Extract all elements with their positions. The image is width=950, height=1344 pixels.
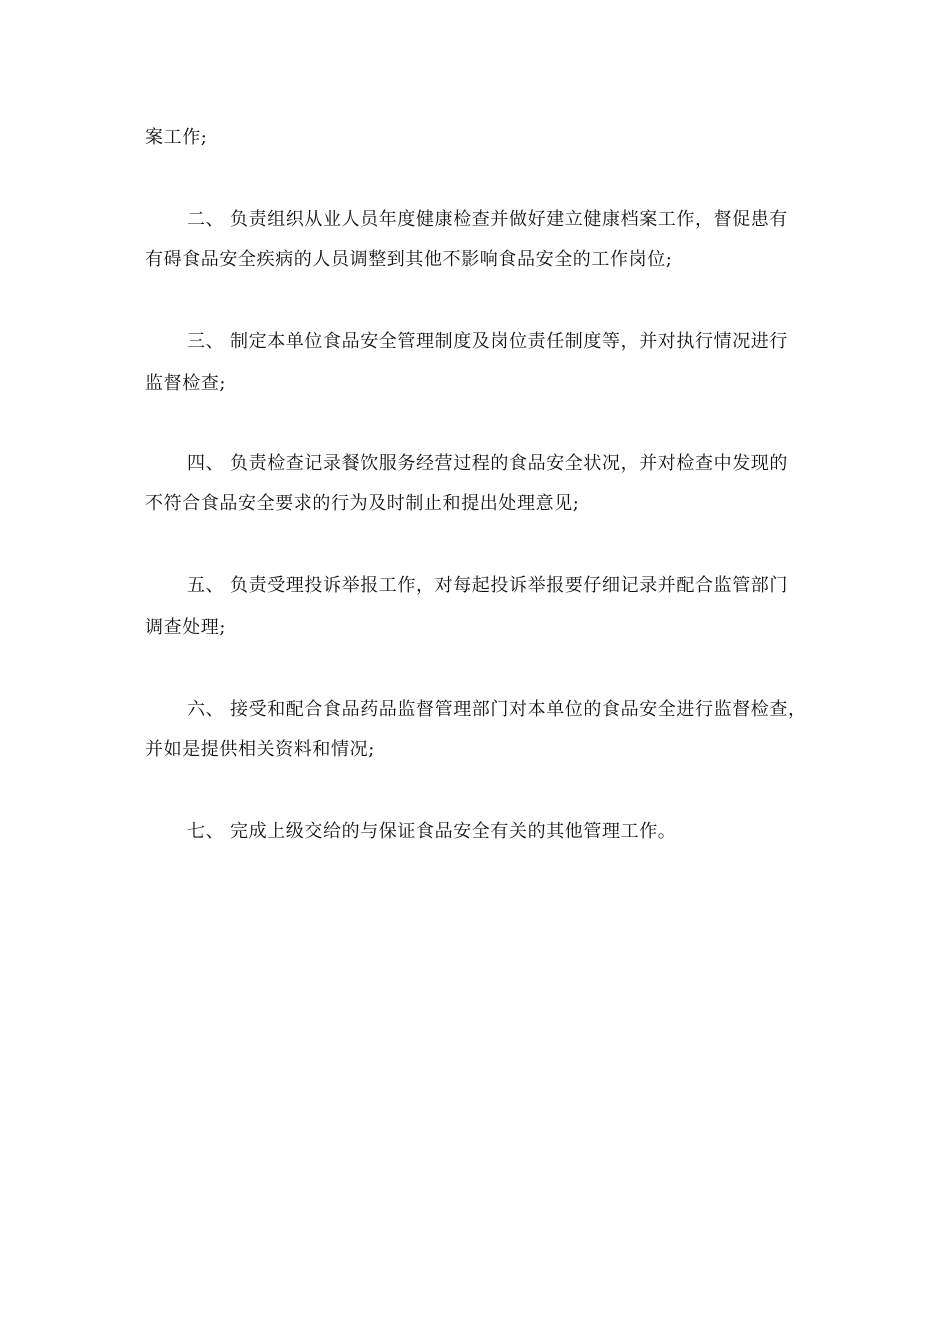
item-text-line2: 并如是提供相关资料和情况; [145, 739, 375, 760]
item-text-line1: 完成上级交给的与保证食品安全有关的其他管理工作。 [230, 821, 677, 842]
list-item [145, 574, 788, 598]
item-number: 四、 [187, 453, 225, 474]
list-item [145, 208, 788, 232]
item-text-line1: 接受和配合食品药品监督管理部门对本单位的食品安全进行监督检查， [230, 699, 807, 720]
list-item [145, 452, 788, 476]
item-number: 二、 [187, 209, 225, 230]
item-text-line2: 调查处理; [145, 617, 227, 638]
item-number: 六、 [187, 699, 225, 720]
list-item [145, 820, 676, 844]
item-text-line1: 制定本单位食品安全管理制度及岗位责任制度等，并对执行情况进行 [230, 331, 788, 352]
item-text-line1: 负责受理投诉举报工作，对每起投诉举报要仔细记录并配合监管部门 [230, 575, 788, 596]
continuation-text: 案工作; [145, 127, 208, 148]
item-number: 五、 [187, 575, 225, 596]
item-number: 七、 [187, 821, 225, 842]
item-text-line2: 不符合食品安全要求的行为及时制止和提出处理意见; [145, 493, 580, 514]
item-text-line2: 监督检查; [145, 373, 227, 394]
item-number: 三、 [187, 331, 225, 352]
item-text-line2: 有碍食品安全疾病的人员调整到其他不影响食品安全的工作岗位; [145, 249, 673, 270]
list-item [145, 698, 807, 722]
list-item [145, 330, 788, 354]
item-text-line1: 负责检查记录餐饮服务经营过程的食品安全状况，并对检查中发现的 [230, 453, 788, 474]
item-text-line1: 负责组织从业人员年度健康检查并做好建立健康档案工作，督促患有 [230, 209, 788, 230]
